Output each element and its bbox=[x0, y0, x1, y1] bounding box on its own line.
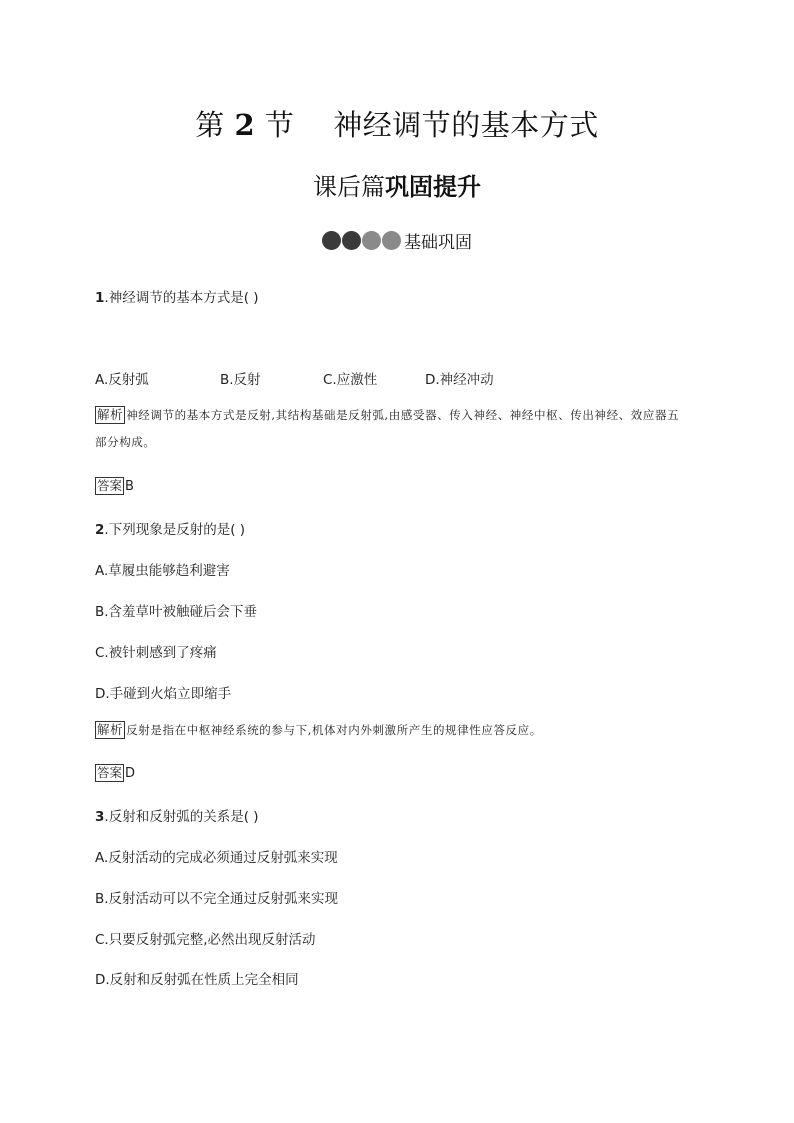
q1-option-b: B.反射 bbox=[220, 372, 261, 388]
q1-option-c: C.应激性 bbox=[323, 372, 378, 388]
section-label: 基础巩固 bbox=[404, 233, 472, 253]
q3-option-b: B.反射活动可以不完全通过反射弧来实现 bbox=[95, 891, 339, 907]
difficulty-dots bbox=[322, 231, 402, 250]
q3-option-c: C.只要反射弧完整,必然出现反射活动 bbox=[95, 932, 316, 948]
page-title: 第 2 节 神经调节的基本方式 bbox=[195, 108, 599, 142]
question-2-stem: 2.下列现象是反射的是( ) bbox=[95, 522, 246, 538]
question-1-stem: 1.神经调节的基本方式是( ) bbox=[95, 290, 259, 306]
q2-option-c: C.被针刺感到了疼痛 bbox=[95, 645, 217, 661]
q3-option-a: A.反射活动的完成必须通过反射弧来实现 bbox=[95, 850, 338, 866]
q2-explanation: 解析 反射是指在中枢神经系统的参与下,机体对内外刺激所产生的规律性应答反应。 bbox=[97, 722, 542, 737]
q2-answer: 答案 D bbox=[97, 765, 136, 781]
q2-option-a: A.草履虫能够趋利避害 bbox=[95, 563, 230, 579]
q2-option-d: D.手碰到火焰立即缩手 bbox=[95, 686, 232, 702]
q1-option-d: D.神经冲动 bbox=[425, 372, 494, 388]
explanation-tag: 解析 bbox=[97, 407, 124, 422]
q1-option-a: A.反射弧 bbox=[95, 372, 149, 388]
page-subtitle: 课后篇巩固提升 bbox=[313, 173, 481, 201]
dot-icon bbox=[342, 231, 361, 250]
q1-answer: 答案 B bbox=[97, 478, 134, 494]
answer-tag: 答案 bbox=[97, 765, 123, 780]
q1-explanation: 解析 神经调节的基本方式是反射,其结构基础是反射弧,由感受器、传入神经、神经中枢、传出神经、效应器五部分构成。 bbox=[95, 407, 680, 449]
dot-icon bbox=[382, 231, 401, 250]
answer-tag: 答案 bbox=[97, 478, 123, 493]
dot-icon bbox=[362, 231, 381, 250]
question-3-stem: 3.反射和反射弧的关系是( ) bbox=[95, 809, 259, 825]
dot-icon bbox=[322, 231, 341, 250]
section-heading bbox=[0, 228, 794, 253]
q2-option-b: B.含羞草叶被触碰后会下垂 bbox=[95, 604, 258, 620]
q3-option-d: D.反射和反射弧在性质上完全相同 bbox=[95, 972, 299, 988]
explanation-tag: 解析 bbox=[97, 722, 124, 737]
